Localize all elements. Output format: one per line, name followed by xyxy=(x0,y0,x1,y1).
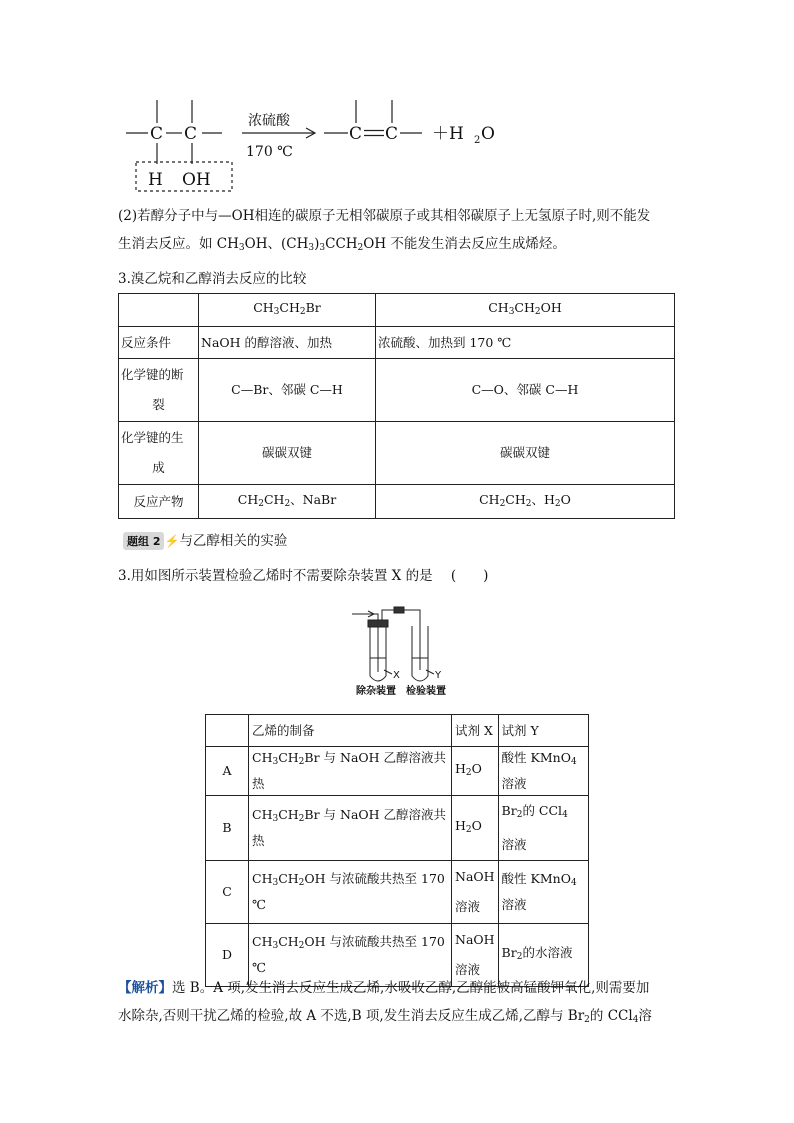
carbon-3: C xyxy=(349,124,363,144)
row-label xyxy=(119,422,199,485)
t: H xyxy=(455,818,466,833)
table-row xyxy=(206,796,589,861)
table-row xyxy=(206,861,589,924)
table-cell xyxy=(249,861,452,924)
t: CH xyxy=(514,300,535,315)
table-cell xyxy=(249,747,452,796)
t: CH xyxy=(278,807,299,822)
group-header xyxy=(123,529,287,550)
analysis-line-2 xyxy=(118,1002,688,1034)
table-cell xyxy=(498,796,588,861)
table-row xyxy=(119,327,675,359)
t: O xyxy=(471,761,482,776)
arrow-condition-bottom: 170 ℃ xyxy=(246,144,293,160)
t: Br 与 NaOH 乙醇溶液共热 xyxy=(252,807,447,848)
t: 水除杂,否则干扰乙烯的检验,故 A 不选,B 项,发生消去反应生成乙烯,乙醇与 Br xyxy=(118,1008,585,1024)
group-badge: 题组 2 xyxy=(123,532,164,550)
t: OH xyxy=(540,300,562,315)
row-label xyxy=(119,359,199,422)
h-label: H xyxy=(148,170,163,190)
text-frag: OH 不能发生消去反应生成烯烃。 xyxy=(363,236,566,252)
t: 化学键的断 xyxy=(121,367,184,382)
t: CH xyxy=(479,491,500,507)
sub: 2 xyxy=(298,757,305,767)
table-row xyxy=(119,485,675,519)
sub: 4 xyxy=(570,757,577,767)
t: 溶 xyxy=(638,1008,652,1024)
sub: 2 xyxy=(357,243,364,253)
sub: 2 xyxy=(465,768,472,778)
table-row xyxy=(119,359,675,422)
sub: 3 xyxy=(272,757,279,767)
t: 的 CCl xyxy=(589,1008,633,1024)
options-table xyxy=(205,714,589,987)
table-cell xyxy=(452,796,499,861)
table-row xyxy=(119,422,675,485)
t: CH xyxy=(505,491,526,507)
sub: 3 xyxy=(273,307,280,317)
label-y: Y xyxy=(435,670,442,681)
option-key: C xyxy=(206,861,249,924)
table-cell xyxy=(119,294,199,327)
sub: 2 xyxy=(554,498,561,509)
table-header xyxy=(199,294,376,327)
t: 酸性 KMnO xyxy=(501,750,571,765)
water-product: ＋H xyxy=(432,124,464,144)
paragraph-2-line-2 xyxy=(118,230,698,262)
table-row xyxy=(119,294,675,327)
t: 、NaBr xyxy=(290,491,337,507)
table-cell xyxy=(452,861,499,924)
t: 溶液 xyxy=(501,776,527,791)
t: Br 与 NaOH 乙醇溶液共热 xyxy=(252,750,447,791)
text-frag: 生消去反应。如 CH xyxy=(118,236,239,252)
sub: 3 xyxy=(272,941,279,951)
sub: 4 xyxy=(632,1015,639,1025)
oh-label: OH xyxy=(182,170,211,190)
answer-blank: ( ) xyxy=(450,568,489,584)
t: O xyxy=(471,818,482,833)
carbon-4: C xyxy=(385,124,399,144)
table-row xyxy=(206,715,589,747)
table-cell xyxy=(199,485,376,519)
table-header: 试剂 X xyxy=(452,715,499,747)
table-cell xyxy=(452,747,499,796)
text-frag: ) xyxy=(314,236,320,252)
text-frag: CCH xyxy=(325,236,358,252)
sub: 2 xyxy=(299,307,306,317)
t: 溶液 xyxy=(455,962,481,977)
table-row xyxy=(206,747,589,796)
t: CH xyxy=(253,300,274,315)
t: 裂 xyxy=(152,397,165,412)
reaction-diagram xyxy=(118,96,518,196)
t: OH 与浓硫酸共热至 170 ℃ xyxy=(252,934,445,975)
sub: 2 xyxy=(516,810,523,820)
t: 溶液 xyxy=(501,897,527,912)
sub: 3 xyxy=(308,243,315,253)
section-3-title: 3.溴乙烷和乙醇消去反应的比较 xyxy=(118,271,307,287)
option-key: A xyxy=(206,747,249,796)
table-cell: 碳碳双键 xyxy=(199,422,376,485)
analysis-tag: 【解析】 xyxy=(118,980,172,996)
t: OH 与浓硫酸共热至 170 ℃ xyxy=(252,871,445,912)
t: CH xyxy=(252,807,273,822)
t: 溶液 xyxy=(455,899,481,914)
t: Br xyxy=(305,300,321,315)
t: CH xyxy=(278,750,299,765)
apparatus-figure xyxy=(350,600,460,698)
paragraph-2-line-1: (2)若醇分子中与—OH相连的碳原子无相邻碳原子或其相邻碳原子上无氢原子时,则不能发 xyxy=(118,208,651,224)
t: 选 B。A 项,发生消去反应生成乙烯,水吸收乙醇,乙醇能被高锰酸钾氧化,则需要加 xyxy=(172,980,650,996)
sub: 4 xyxy=(562,810,568,820)
sub: 2 xyxy=(258,498,264,509)
table-cell xyxy=(498,861,588,924)
label-x: X xyxy=(393,670,400,681)
sub: 3 xyxy=(272,814,279,824)
table-cell xyxy=(498,747,588,796)
sub: 2 xyxy=(584,1015,590,1025)
sub: 2 xyxy=(284,498,291,509)
t: CH xyxy=(279,300,300,315)
table-header: 乙烯的制备 xyxy=(249,715,452,747)
question-text: 3.用如图所示装置检验乙烯时不需要除杂装置 X 的是 xyxy=(118,568,433,584)
analysis-line-1 xyxy=(118,974,688,1002)
t: 的水溶液 xyxy=(522,945,573,960)
t: 的 CCl xyxy=(522,803,563,818)
t: 、H xyxy=(531,491,555,507)
t: CH xyxy=(237,491,259,507)
water-subscript: 2 xyxy=(474,135,481,146)
table-cell xyxy=(249,796,452,861)
paragraph-2 xyxy=(118,202,698,262)
table-cell: 浓硫酸、加热到 170 ℃ xyxy=(376,327,675,359)
text-frag: OH、(CH xyxy=(244,236,309,252)
carbon-2: C xyxy=(184,124,198,144)
sub: 4 xyxy=(570,878,577,888)
t: 溶液 xyxy=(501,837,527,852)
sub: 3 xyxy=(272,878,279,888)
table-cell xyxy=(206,715,249,747)
sub: 3 xyxy=(238,243,245,253)
arrow-condition-top: 浓硫酸 xyxy=(248,113,290,129)
t: CH xyxy=(252,934,273,949)
t: NaOH xyxy=(455,932,495,947)
table-cell: NaOH 的醇溶液、加热 xyxy=(199,327,376,359)
t: Br xyxy=(501,803,517,818)
table-cell xyxy=(376,485,675,519)
group-title: 与乙醇相关的实验 xyxy=(179,533,288,549)
t: CH xyxy=(278,871,299,886)
row-label: 反应条件 xyxy=(119,327,199,359)
water-oxygen: O xyxy=(481,124,495,144)
sub: 2 xyxy=(298,878,305,888)
t: 成 xyxy=(152,460,165,475)
row-label: 反应产物 xyxy=(119,485,199,519)
caption-right: 检验装置 xyxy=(406,686,446,697)
sub: 3 xyxy=(319,243,326,253)
t: 化学键的生 xyxy=(121,430,184,445)
t: CH xyxy=(488,300,509,315)
sub: 2 xyxy=(298,941,305,951)
sub: 2 xyxy=(534,307,541,317)
t: CH xyxy=(263,491,285,507)
sub: 3 xyxy=(508,307,515,317)
comparison-table xyxy=(118,293,675,519)
t: 酸性 KMnO xyxy=(501,871,571,886)
table-cell: C—O、邻碳 C—H xyxy=(376,359,675,422)
table-cell: 碳碳双键 xyxy=(376,422,675,485)
t: NaOH xyxy=(455,869,495,884)
sub: 2 xyxy=(516,952,523,962)
table-cell: C—Br、邻碳 C—H xyxy=(199,359,376,422)
sub: 2 xyxy=(499,498,506,509)
table-header xyxy=(376,294,675,327)
question xyxy=(118,562,698,590)
t: H xyxy=(455,761,466,776)
sub: 2 xyxy=(465,825,472,835)
sub: 2 xyxy=(298,814,305,824)
analysis xyxy=(118,974,688,1034)
t: Br xyxy=(501,945,517,960)
option-key: D xyxy=(206,924,249,987)
caption-left: 除杂装置 xyxy=(356,686,396,697)
t: O xyxy=(560,491,571,507)
sub: 2 xyxy=(525,498,532,509)
t: CH xyxy=(278,934,299,949)
t: CH xyxy=(252,871,273,886)
t: CH xyxy=(252,750,273,765)
table-header: 试剂 Y xyxy=(498,715,588,747)
option-key: B xyxy=(206,796,249,861)
lightning-icon: ⚡ xyxy=(164,534,180,548)
carbon-1: C xyxy=(150,124,164,144)
